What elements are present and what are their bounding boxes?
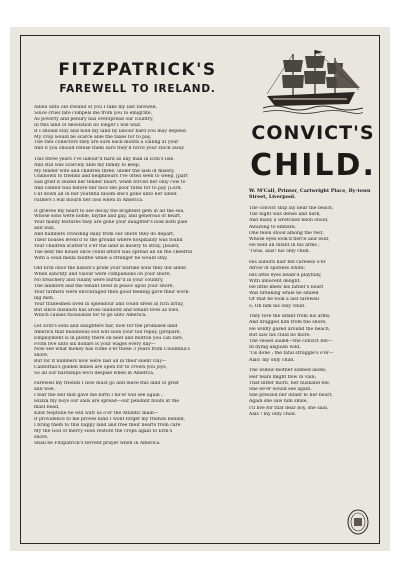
verse-line: Kind Neptune he will waft us o'er the Atlantic main— — [34, 411, 159, 416]
verse-line: Their houses levell'd to the ground where hospitality was found — [34, 238, 183, 244]
verse-line: Your farmers were encouraged then good feeding gave their work- — [34, 289, 190, 295]
verse-line: Sad grief it seized her tender heart, when forced her only cow to — [34, 180, 186, 186]
verse-line: If I should stay and hold my land by labour hard you may depend — [34, 128, 186, 134]
verse-line: Your tradesmen lived in splendour and could dress in rich array, — [34, 301, 184, 307]
song-title-fitzpatrick: FITZPATRICK'S — [58, 60, 217, 80]
library-stamp-icon — [347, 509, 369, 535]
verse-line: mast head, — [34, 405, 60, 411]
verse-line: His little eyes beam'd playfully, — [249, 272, 322, 278]
verse-line: America that beauteous soil will soon your toil repay, [prepare, — [34, 329, 181, 335]
stanza — [34, 209, 241, 262]
verse-line: Now see what money has come o'er these 3 years from Columbia's — [34, 347, 190, 353]
verse-line: Alas! my only child. — [249, 357, 295, 363]
stanza — [249, 206, 377, 256]
verse-line: As poverty and penury has overspread our country, — [34, 116, 154, 122]
verse-line: Employment is in plenty there on beef and mutton you can fare, — [34, 335, 184, 341]
verse-line: o, Oh him his only child. — [249, 303, 306, 309]
right-column — [249, 48, 377, 538]
verse-line: Your children scatter'd o'er the land in misery to stray, [board, — [34, 243, 180, 249]
verse-line: and wan, — [34, 226, 56, 232]
stanza — [34, 324, 241, 377]
left-verses — [34, 105, 241, 446]
broadside-border — [20, 35, 380, 544]
verse-line: He wildly gazed around the beach, — [249, 326, 331, 332]
verse-line: The best the house once could afford was spread all on the cheerful — [34, 249, 193, 255]
verse-line: The landlord and the tenant lived in peace upon your shore, — [34, 283, 174, 289]
verse-line: Adieu unto old Ireland of you I take my last farewell, — [34, 105, 157, 110]
stanza — [249, 368, 377, 418]
verse-line: She pressed her infant to her heart, — [249, 393, 333, 399]
verse-line: But since disunion has arose landlord and tenant lives as foes, — [34, 307, 180, 313]
verse-line: California's golden mines are open for to crown you joys, — [34, 365, 168, 371]
verse-line: I bring them to this happy land and free their hearts from care — [34, 422, 181, 428]
verse-line: Your manly features they are gone your daughter's look both pale — [34, 220, 188, 226]
verse-line: And canted was before her face the poor rates for to pay [Lord, — [34, 186, 182, 192]
verse-line: Again she saw him smile, — [249, 399, 308, 405]
verse-line: If providence to me proves kind I wont forget my friends behind, — [34, 416, 186, 422]
verse-line: The widow-mother sobbed alone; — [249, 368, 327, 374]
song-title-convicts: CONVICT'S — [251, 122, 375, 144]
verse-line: My crop would be scarce able the taxes for to pay, — [34, 134, 152, 140]
verse-line: The convict ship lay near the beach, — [249, 206, 334, 211]
stanza — [34, 157, 241, 204]
verse-line: That bitter morn, her husband fell, — [249, 380, 331, 386]
verse-line: With a cead mella faulthe while a stranger he would stay. — [34, 255, 168, 261]
verse-line: Whose sons were noble, blythe and gay, and generous of heart, — [34, 214, 182, 220]
verse-line: Which causes thousands for to go unto America. — [34, 313, 147, 319]
verse-line: 'Tis done ; the fatal struggle's o'er— — [249, 351, 334, 357]
verse-line: And still was scarcely able my family to keep, — [34, 162, 141, 168]
broadside-sheet — [10, 27, 390, 551]
verse-line: Shall be Fitzpatrick's fervent prayer when in America. — [34, 440, 161, 446]
left-column — [34, 48, 241, 538]
right-verses — [249, 206, 377, 418]
verse-line: Her tears might flow in vain; — [249, 374, 317, 380]
verse-line: He little knew his father's heart — [249, 284, 324, 290]
verse-line: In this land of desolation no longer I will wait. — [34, 122, 142, 128]
stanza — [34, 266, 241, 319]
verse-line: From five unto six dollars is your wages every day— — [34, 341, 156, 347]
verse-line: They tore the infant from his arms, — [249, 314, 331, 320]
verse-line: The night was dense and dark, — [249, 212, 321, 218]
verse-line: 'Twas, alas! his only child. — [249, 249, 311, 255]
stanza — [34, 381, 241, 446]
verse-line: Afrow of spotless white; — [249, 266, 305, 272]
verse-line: Alas ! my only child. — [249, 411, 297, 417]
verse-line: She ne'er would see again. — [249, 386, 312, 392]
verse-line: And if you should refuse them sure they'll force your stock away — [34, 146, 185, 152]
verse-line: My the God of mercy soon restore the crops again to Erin's — [34, 428, 173, 434]
verse-line: Huzza my boys our sails are spread—our pendant floats at the — [34, 399, 180, 405]
verse-line: And numbers crowding daily from our shore they do depart, — [34, 232, 175, 238]
verse-line: I'll live for that dear boy, she said, — [249, 405, 329, 411]
stanza — [34, 105, 241, 152]
verse-line: ing men, — [34, 295, 55, 301]
verse-line: One felon stood among the rest, — [249, 230, 324, 236]
verse-line: But saw his child no more. — [249, 332, 311, 338]
verse-line: Whose eyes look'd fierce and wild, — [249, 237, 330, 243]
verse-line: Old Erin once the nation's pride your warlike sons they did abide — [34, 266, 186, 272]
printer-imprint: W. M'Call, Printer, Cartwright Place, By-town Street, Liverpool. — [249, 188, 371, 200]
verse-line: My tender wife and children three, under the lash of misery, — [34, 168, 175, 174]
verse-line: and woe, — [34, 387, 55, 393]
song-title-child: CHILD. — [250, 148, 376, 183]
verse-line: In dying anguish wild, — [249, 345, 301, 351]
verse-line: Was breaking while he smiled — [249, 291, 319, 297]
verse-line: And many a wretched felon stood, — [249, 218, 329, 224]
verse-line: It grieves my heart to see decay the brightest gem in all the sea, — [34, 208, 185, 214]
verse-line: The vessel sailed—the convict fell— — [249, 339, 333, 345]
verse-line: Cut down all in her youthful bloom she's gone unto her silent — [34, 192, 177, 198]
verse-line: And dragged him from the shore, — [249, 320, 327, 326]
stanza — [249, 314, 377, 364]
verse-line: Farewell my friends I now must go and leave this land of grief — [34, 381, 179, 387]
verse-line: Awaiting to embark. — [249, 224, 297, 230]
verse-line: Fathers I will mourn her loss when in America. — [34, 198, 144, 204]
verse-line: This three years I've labour'd hard as any man in Erin's Isle, — [34, 156, 175, 162]
verse-line: shore, — [34, 434, 49, 440]
verse-line: Let Erin's sons and daughters fair, now for the promised land — [34, 323, 178, 329]
verse-line: Unknown to friends and neighbours I've often seen to weep, [part — [34, 174, 188, 180]
sailing-ship-icon — [263, 48, 363, 116]
verse-line: No treachery and villany were nurtur'd in your country, — [34, 277, 164, 283]
verse-line: With innocent delight. — [249, 278, 301, 284]
verse-line: Or that he took a last farewell — [249, 297, 320, 303]
verse-line: His auburn hair fell careless o'er — [249, 260, 326, 266]
verse-line: He held an infant in his arms ; — [249, 243, 320, 249]
verse-line: shore, — [34, 353, 49, 359]
verse-line: But for it numbers now were laid all in their silent clay— — [34, 359, 167, 365]
stanza — [249, 260, 377, 310]
verse-line: So all our hardships we'll despise when in America. — [34, 371, 155, 377]
song-subtitle-farewell: FAREWELL TO IRELAND. — [59, 83, 216, 95]
verse-line: When sanctity and valour were companions on your shore, — [34, 272, 171, 278]
verse-line: Since cruel fate compels me from you to emigrate, — [34, 110, 153, 116]
verse-line: I fear the sell that gave me birth I ne'er will see again ; — [34, 393, 163, 399]
verse-line: The rate collectors they are sure each month a calling at your — [34, 140, 179, 146]
